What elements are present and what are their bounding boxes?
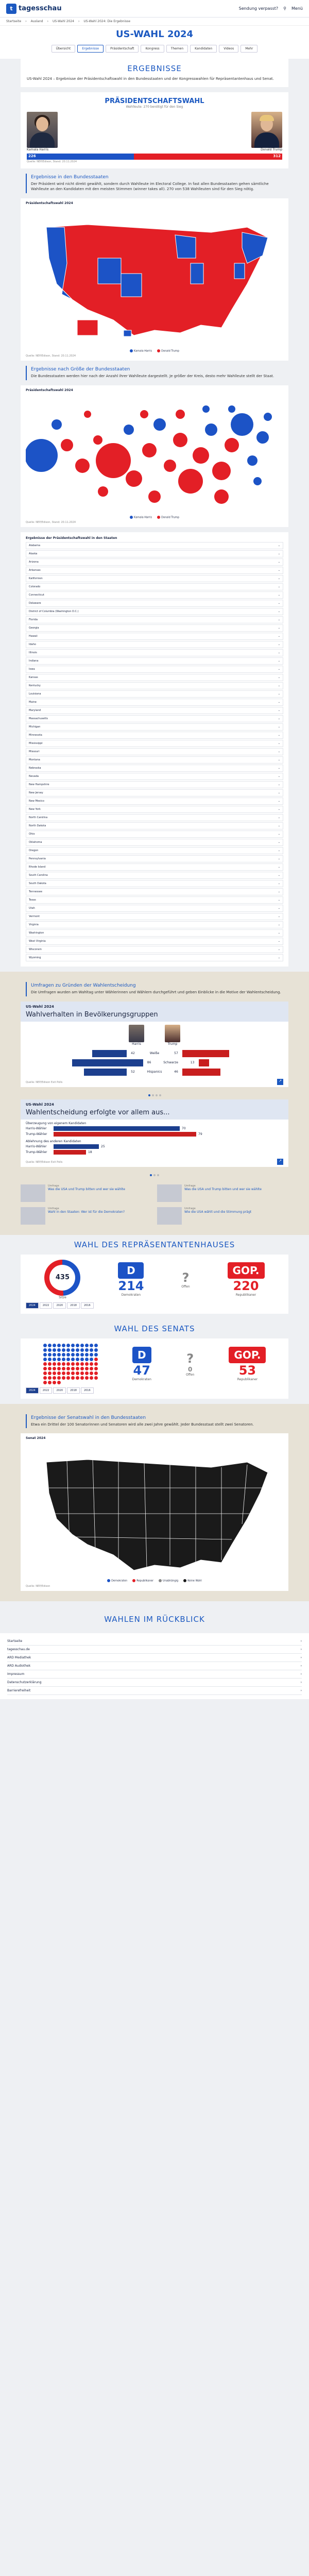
state-row[interactable]: West Virginia ⌄ — [26, 938, 283, 945]
chevron-down-icon: ⌄ — [278, 940, 280, 943]
president-card — [21, 92, 288, 168]
poll-row: 42 Weiße 57 — [26, 1049, 283, 1058]
tab-0[interactable]: Übersicht — [52, 45, 76, 53]
results-text: US-Wahl 2024 – Ergebnisse der Präsidentschaftswahl in den Bundesstaaten und der Kongresswahlen für Repräsentantenhaus und Senat. — [27, 77, 274, 81]
state-row[interactable]: Illinois ⌄ — [26, 649, 283, 656]
chevron-down-icon: ⌄ — [278, 833, 280, 836]
legend-rep: Donald Trump — [157, 349, 179, 353]
state-row[interactable]: South Dakota ⌄ — [26, 880, 283, 887]
teaser-link[interactable]: Umfrage Wie die USA wählt und die Stimmung prägt — [157, 1207, 288, 1225]
state-row[interactable]: Alabama ⌄ — [26, 542, 283, 549]
legend-dem: Demokraten — [107, 1579, 127, 1583]
chevron-down-icon: ⌄ — [278, 882, 280, 885]
legend-rep: Donald Trump — [157, 516, 179, 519]
info-box-senate — [26, 1414, 283, 1429]
state-bubble — [98, 486, 108, 497]
top-header — [0, 0, 309, 18]
chevron-down-icon: ⌄ — [278, 717, 280, 720]
state-bubble — [202, 405, 210, 413]
state-row[interactable]: North Carolina ⌄ — [26, 814, 283, 821]
chevron-down-icon: ⌄ — [278, 635, 280, 638]
state-row[interactable]: Massachusetts ⌄ — [26, 715, 283, 722]
chevron-down-icon: ⌄ — [278, 816, 280, 819]
state-row[interactable]: Oklahoma ⌄ — [26, 839, 283, 846]
row-label: Trump-Wähler — [26, 1132, 47, 1136]
chevron-down-icon: ⌄ — [278, 734, 280, 737]
legend-dem: Kamala Harris — [130, 349, 152, 353]
state-row[interactable]: Maryland ⌄ — [26, 707, 283, 714]
state-row[interactable]: Kalifornien ⌄ — [26, 575, 283, 582]
chevron-down-icon: ⌄ — [278, 915, 280, 918]
info-text: Der Präsident wird nicht direkt gewählt, sondern durch Wahlleute im Electoral College. In fast allen Bundesstaaten gehen sämtliche Wahlleute an den Kandidaten mit den meisten Stimmen (winner takes all). 270 von 538 Wahlleuten sind für den Sieg nötig. — [31, 181, 269, 191]
chevron-down-icon: ⌄ — [278, 791, 280, 794]
state-bubble — [26, 439, 58, 472]
breadcrumb-item[interactable]: Startseite — [6, 20, 22, 23]
year-tab[interactable]: 2016 — [81, 1387, 94, 1394]
year-tab[interactable]: 2020 — [53, 1302, 66, 1309]
chevron-down-icon: ⌄ — [278, 800, 280, 803]
state-bubble — [84, 411, 91, 418]
state-bubble — [228, 405, 235, 413]
tab-1[interactable]: Ergebnisse — [77, 45, 104, 53]
search-icon[interactable]: ⚲ — [283, 6, 287, 11]
year-tabs — [26, 1387, 283, 1394]
tab-5[interactable]: Kandidaten — [190, 45, 217, 53]
poll-row: 52 Hispanics 46 — [26, 1067, 283, 1077]
state-bubble — [148, 490, 161, 503]
state-bubble — [214, 489, 229, 504]
year-tab[interactable]: 2022 — [40, 1387, 53, 1394]
state-row[interactable]: Alaska ⌄ — [26, 550, 283, 557]
state-row[interactable]: Idaho ⌄ — [26, 641, 283, 648]
chevron-down-icon: ⌄ — [278, 907, 280, 910]
row-label: Harris-Wähler — [26, 1144, 47, 1148]
tab-3[interactable]: Kongress — [141, 45, 164, 53]
state-bubble — [176, 410, 185, 419]
info-title: Ergebnisse in den Bundesstaaten — [31, 174, 109, 180]
house-dem-seats: 214 — [118, 1278, 144, 1293]
senate-heading: WAHL DES SENATS — [114, 1324, 195, 1333]
state-row[interactable]: Nevada ⌄ — [26, 773, 283, 780]
logo[interactable] — [6, 4, 62, 14]
chevron-down-icon: ⌄ — [278, 618, 280, 621]
teaser-link[interactable]: Umfrage Was die USA und Trump bitten und wer sie wählte — [157, 1184, 288, 1202]
source-note: Quelle: NEP/Edison — [26, 1584, 50, 1588]
chevron-down-icon: ⌄ — [278, 824, 280, 827]
info-title: Ergebnisse der Senatswahl in den Bundesstaaten — [31, 1415, 146, 1420]
legend-ind: Unabhängig — [159, 1579, 178, 1583]
row-label: Harris-Wähler — [26, 1126, 47, 1130]
states-list — [21, 532, 288, 967]
bubble-map-svg[interactable] — [26, 394, 283, 512]
footer-link[interactable]: Datenschutzerklärung › — [7, 1679, 302, 1687]
state-row[interactable]: South Carolina ⌄ — [26, 872, 283, 879]
state-row[interactable]: Arizona ⌄ — [26, 558, 283, 566]
state-row[interactable]: Delaware ⌄ — [26, 600, 283, 607]
page-title: US-WAHL 2024 — [0, 26, 309, 44]
map-label: Präsidentschaftswahl 2024 — [26, 201, 73, 205]
chevron-down-icon: ⌄ — [278, 750, 280, 753]
expand-icon[interactable]: ↗ — [277, 1159, 283, 1165]
legend-none: Keine Wahl — [183, 1579, 202, 1583]
president-heading: PRÄSIDENTSCHAFTSWAHL — [105, 97, 204, 105]
state-row[interactable]: New York ⌄ — [26, 806, 283, 813]
breadcrumb-item[interactable]: US-Wahl 2024 — [53, 20, 74, 23]
chevron-down-icon: ⌄ — [278, 692, 280, 696]
senate-seat-grid — [43, 1344, 98, 1384]
state-row[interactable]: Michigan ⌄ — [26, 723, 283, 731]
state-row[interactable]: Ohio ⌄ — [26, 831, 283, 838]
footer-link[interactable]: Barrierefreiheit › — [7, 1687, 302, 1695]
rep-electoral-votes: 312 — [273, 154, 281, 158]
teaser-link[interactable]: Umfrage Was die USA und Trump bitten und wer sie wählte — [21, 1184, 152, 1202]
state-bubble — [212, 462, 231, 480]
retrospect-heading: WAHLEN IM RÜCKBLICK — [104, 1614, 205, 1624]
state-row[interactable]: Rhode Island ⌄ — [26, 863, 283, 871]
chevron-down-icon: ⌄ — [278, 651, 280, 654]
row-value: 25 — [101, 1144, 105, 1148]
state-bubble — [173, 433, 187, 447]
state-bubble — [96, 443, 131, 478]
state-row[interactable]: Washington ⌄ — [26, 929, 283, 937]
footer — [0, 1633, 309, 1699]
chevron-down-icon: ⌄ — [278, 767, 280, 770]
year-tab[interactable]: 2024 — [26, 1302, 39, 1309]
info-box-states — [26, 174, 283, 193]
dem-electoral-votes: 226 — [28, 154, 36, 158]
chevron-down-icon: ⌄ — [278, 594, 280, 597]
state-row[interactable]: Kentucky ⌄ — [26, 682, 283, 689]
state-row[interactable]: Montana ⌄ — [26, 756, 283, 764]
state-row[interactable]: Nebraska ⌄ — [26, 765, 283, 772]
col-label: Trump — [167, 1042, 178, 1046]
state-bubble — [256, 431, 269, 444]
house-heading: WAHL DES REPRÄSENTANTENHAUSES — [74, 1240, 235, 1249]
state-row[interactable]: New Hampshire ⌄ — [26, 781, 283, 788]
usa-map-svg[interactable] — [26, 207, 283, 346]
col-label: Harris — [132, 1042, 141, 1046]
state-bubble — [264, 413, 272, 421]
state-bubble — [178, 469, 203, 494]
state-row[interactable]: Indiana ⌄ — [26, 657, 283, 665]
footer-link[interactable]: Startseite › — [7, 1637, 302, 1646]
chevron-down-icon: ⌄ — [278, 857, 280, 860]
state-row[interactable]: Hawaii ⌄ — [26, 633, 283, 640]
chevron-down-icon: ⌄ — [278, 948, 280, 951]
rep-logo: GOP. — [229, 1347, 266, 1363]
chevron-down-icon: ⌄ — [278, 610, 280, 613]
state-bubble — [247, 455, 258, 466]
poll-row: 86 Schwarze 13 — [26, 1058, 283, 1067]
chevron-down-icon: ⌄ — [278, 684, 280, 687]
menu-button[interactable]: Menü — [291, 6, 303, 11]
group-label: Überzeugung von eigenem Kandidaten — [26, 1121, 87, 1125]
year-tab[interactable]: 2022 — [40, 1302, 53, 1309]
row-value: 18 — [88, 1150, 92, 1154]
state-row[interactable]: Colorado ⌄ — [26, 583, 283, 590]
dem-logo: D — [132, 1347, 151, 1363]
tab-bar — [0, 44, 309, 59]
legend-rep: Republikaner — [132, 1579, 153, 1583]
state-bubble — [93, 435, 102, 445]
chevron-down-icon: ⌄ — [278, 956, 280, 959]
dem-logo: D — [118, 1262, 144, 1279]
chevron-down-icon: ⌄ — [278, 626, 280, 630]
chevron-down-icon: ⌄ — [278, 668, 280, 671]
source-note: Quelle: NEP/Edison, Stand: 20.11.2024 — [26, 354, 76, 358]
chevron-down-icon: ⌄ — [278, 775, 280, 778]
chevron-down-icon: ⌄ — [278, 602, 280, 605]
state-bubble — [52, 419, 62, 430]
footer-link[interactable]: ARD Audiothek › — [7, 1662, 302, 1670]
state-row[interactable]: Iowa ⌄ — [26, 666, 283, 673]
senate-dem-seats: 47 — [133, 1363, 150, 1378]
row-value: 70 — [182, 1126, 186, 1130]
state-bubble — [253, 477, 262, 485]
senate-map — [21, 1433, 288, 1591]
state-bubble — [205, 423, 217, 436]
tab-6[interactable]: Videos — [219, 45, 238, 53]
dem-name: Kamala Harris — [27, 147, 49, 151]
results-heading: ERGEBNISSE — [127, 64, 182, 73]
state-row[interactable]: Connecticut ⌄ — [26, 591, 283, 599]
source-note: Quelle: NEP/Edison, Stand: 20.11.2024 — [26, 521, 76, 524]
row-value: 79 — [198, 1132, 202, 1136]
chevron-down-icon: ⌄ — [278, 725, 280, 728]
year-tab[interactable]: 2016 — [81, 1302, 94, 1309]
state-bubble — [225, 438, 239, 452]
state-row[interactable]: Pennsylvania ⌄ — [26, 855, 283, 862]
breadcrumb-item: US-Wahl 2024: Die Ergebnisse — [83, 20, 131, 23]
house-open-seats: ? — [182, 1270, 190, 1285]
states-heading: Ergebnisse der Präsidentschaftswahl in den Staaten — [26, 536, 117, 540]
state-row[interactable]: Utah ⌄ — [26, 905, 283, 912]
chevron-down-icon: ⌄ — [278, 931, 280, 935]
state-row[interactable]: Oregon ⌄ — [26, 847, 283, 854]
footer-link[interactable]: Impressum › — [7, 1670, 302, 1679]
year-tab[interactable]: 2024 — [26, 1387, 39, 1394]
state-row[interactable]: Maine ⌄ — [26, 699, 283, 706]
chevron-down-icon: ⌄ — [278, 585, 280, 588]
state-bubble — [61, 439, 73, 451]
state-bubble — [75, 459, 90, 473]
info-title: Umfragen zu Gründen der Wahlentscheidung — [31, 983, 136, 988]
state-row[interactable]: Virginia ⌄ — [26, 921, 283, 928]
state-row[interactable]: Louisiana ⌄ — [26, 690, 283, 698]
info-title: Ergebnisse nach Größe der Bundesstaaten — [31, 367, 130, 372]
chevron-down-icon: ⌄ — [278, 758, 280, 761]
chevron-down-icon: ⌄ — [278, 659, 280, 663]
state-bubble — [126, 470, 142, 487]
poll-kicker: US-Wahl 2024 — [26, 1102, 54, 1107]
chevron-down-icon: ⌄ — [278, 552, 280, 555]
poll-card-decision — [21, 1099, 288, 1167]
chevron-down-icon: ⌄ — [278, 923, 280, 926]
poll-card-groups — [21, 1002, 288, 1087]
carousel-dots[interactable] — [21, 1171, 288, 1179]
chevron-down-icon: ⌄ — [278, 866, 280, 869]
year-tab[interactable]: 2018 — [67, 1387, 80, 1394]
source-note: Quelle: NEP/Edison, Stand: 20.11.2024 — [27, 160, 77, 163]
state-row[interactable]: Minnesota ⌄ — [26, 732, 283, 739]
senate-card: D 47 Demokraten ? 0 Offen GOP. 53 Republikaner 2024 2022 2020 2018 2016 — [21, 1338, 288, 1399]
logo-mark: t — [6, 4, 16, 14]
state-bubble — [124, 425, 134, 435]
group-label: Ablehnung des anderen Kandidaten — [26, 1139, 81, 1143]
state-row[interactable]: Georgia ⌄ — [26, 624, 283, 632]
president-sub: Wahlleute: 270 benötigt für den Sieg — [126, 105, 183, 109]
chevron-down-icon: ⌄ — [278, 890, 280, 893]
legend-dem: Kamala Harris — [130, 516, 152, 519]
state-row[interactable]: New Jersey ⌄ — [26, 789, 283, 796]
chevron-down-icon: ⌄ — [278, 577, 280, 580]
source-note: Quelle: NEP/Edison Exit Polls — [26, 1160, 63, 1164]
state-row[interactable]: Wisconsin ⌄ — [26, 946, 283, 953]
tab-2[interactable]: Präsidentschaft — [106, 45, 139, 53]
senate-rep-seats: 53 — [238, 1363, 256, 1378]
logo-text: tagesschau — [19, 5, 62, 12]
rep-name: Donald Trump — [261, 147, 282, 151]
state-row[interactable]: Tennessee ⌄ — [26, 888, 283, 895]
carousel-dots[interactable] — [21, 1091, 288, 1099]
state-row[interactable]: Arkansas ⌄ — [26, 567, 283, 574]
state-row[interactable]: North Dakota ⌄ — [26, 822, 283, 829]
teaser-link[interactable]: Umfrage Wahl in den Staaten: Wer ist für die Demokraten? — [21, 1207, 152, 1225]
trump-photo — [251, 112, 282, 148]
senate-map-svg[interactable] — [26, 1442, 283, 1575]
state-bubble — [140, 410, 148, 418]
state-bubble — [164, 460, 176, 472]
president-map — [21, 198, 288, 361]
poll-kicker: US-Wahl 2024 — [26, 1004, 54, 1009]
state-row[interactable]: District of Columbia (Washington D.C.) ⌄ — [26, 608, 283, 615]
info-text: Etwa ein Drittel der 100 Senatorinnen und Senatoren wird alle zwei Jahre gewählt. Jeder Bundesstaat stellt zwei Senatoren. — [31, 1422, 254, 1427]
rep-logo: GOP. — [228, 1262, 265, 1279]
map-label: Präsidentschaftswahl 2024 — [26, 388, 73, 392]
results-intro — [21, 59, 288, 87]
chevron-down-icon: ⌄ — [278, 709, 280, 712]
chevron-down-icon: ⌄ — [278, 849, 280, 852]
chevron-down-icon: ⌄ — [278, 643, 280, 646]
info-text: Die Umfragen wurden am Wahltag unter Wählerinnen und Wählern durchgeführt und geben Einblicke in die Motive der Wahlentscheidung. — [31, 990, 281, 994]
state-row[interactable]: Mississippi ⌄ — [26, 740, 283, 747]
info-box-polls — [26, 982, 283, 996]
chevron-down-icon: ⌄ — [278, 561, 280, 564]
year-tabs — [26, 1302, 283, 1309]
expand-icon[interactable]: ↗ — [277, 1079, 283, 1085]
harris-avatar — [129, 1025, 144, 1042]
row-label: Trump-Wähler — [26, 1150, 47, 1154]
poll-title: Wahlentscheidung erfolgte vor allem aus... — [26, 1108, 170, 1116]
state-bubble — [153, 418, 166, 431]
year-tab[interactable]: 2018 — [67, 1302, 80, 1309]
state-row[interactable]: Wyoming ⌄ — [26, 954, 283, 961]
harris-photo — [27, 112, 58, 148]
chevron-down-icon: ⌄ — [278, 841, 280, 844]
state-bubble — [231, 413, 253, 436]
state-row[interactable]: Florida ⌄ — [26, 616, 283, 623]
chevron-down-icon: ⌄ — [278, 783, 280, 786]
info-box-size — [26, 366, 283, 380]
search-link[interactable]: Sendung verpasst? — [238, 6, 279, 11]
state-row[interactable]: Vermont ⌄ — [26, 913, 283, 920]
footer-link[interactable]: tagesschau.de › — [7, 1646, 302, 1654]
year-tab[interactable]: 2020 — [53, 1387, 66, 1394]
house-card: 435 Sitze D 214 Demokraten ? Offen GOP. 220 Republikaner 2024 2022 2020 2018 2016 — [21, 1255, 288, 1314]
trump-avatar — [165, 1025, 180, 1042]
poll-title: Wahlverhalten in Bevölkerungsgruppen — [26, 1010, 158, 1019]
chevron-down-icon: ⌄ — [278, 899, 280, 902]
tab-4[interactable]: Themen — [166, 45, 188, 53]
state-row[interactable]: Missouri ⌄ — [26, 748, 283, 755]
chevron-down-icon: ⌄ — [278, 569, 280, 572]
house-ring: 435 — [44, 1260, 80, 1296]
chevron-down-icon: ⌄ — [278, 808, 280, 811]
tab-7[interactable]: Mehr — [241, 45, 258, 53]
chevron-down-icon: ⌄ — [278, 544, 280, 547]
chevron-down-icon: ⌄ — [278, 676, 280, 679]
electoral-bar — [27, 154, 282, 160]
bubble-map — [21, 385, 288, 528]
state-bubble — [142, 443, 157, 457]
footer-link[interactable]: ARD Mediathek › — [7, 1654, 302, 1662]
chevron-down-icon: ⌄ — [278, 701, 280, 704]
source-note: Quelle: NEP/Edison Exit Polls — [26, 1080, 63, 1084]
state-row[interactable]: New Mexico ⌄ — [26, 798, 283, 805]
breadcrumb: Startseite › Ausland › US-Wahl 2024 › US-Wahl 2024: Die Ergebnisse — [0, 18, 309, 26]
info-text: Die Bundesstaaten werden hier nach der Anzahl ihrer Wahlleute dargestellt. Je größer der Kreis, desto mehr Wahlleute stellt der Staat. — [31, 374, 274, 378]
chevron-down-icon: ⌄ — [278, 874, 280, 877]
state-row[interactable]: Kansas ⌄ — [26, 674, 283, 681]
state-row[interactable]: Texas ⌄ — [26, 896, 283, 904]
state-bubble — [193, 447, 209, 464]
house-rep-seats: 220 — [233, 1278, 259, 1293]
breadcrumb-item[interactable]: Ausland — [30, 20, 43, 23]
map-label: Senat 2024 — [26, 1436, 46, 1440]
senate-open-seats: 0 — [187, 1365, 193, 1373]
chevron-down-icon: ⌄ — [278, 742, 280, 745]
